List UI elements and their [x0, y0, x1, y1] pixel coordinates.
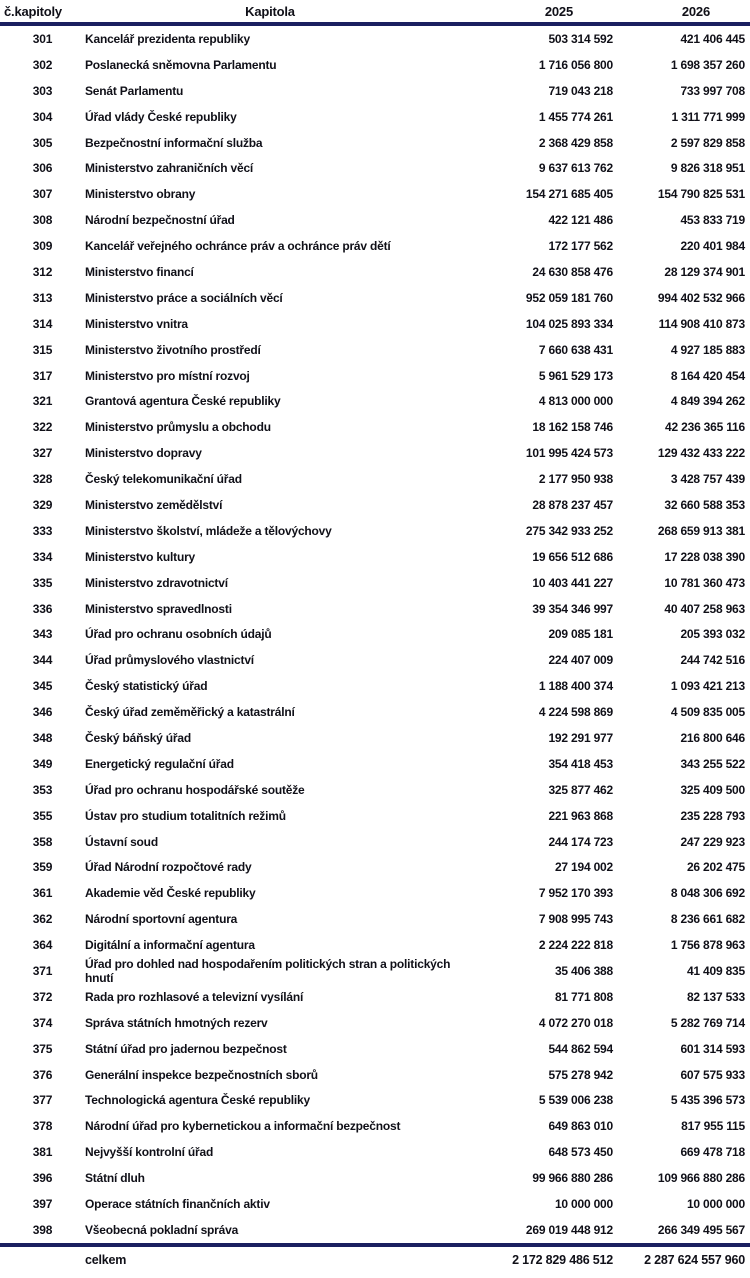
table-row [0, 1088, 750, 1114]
row-chapter-number: 355 [32, 808, 53, 823]
row-value-2026: 28 129 374 901 [664, 264, 745, 279]
table-row [0, 906, 750, 932]
table-row [0, 337, 750, 363]
row-chapter-name: Rada pro rozhlasové a televizní vysílání [85, 989, 304, 1004]
row-chapter-number: 348 [32, 730, 53, 745]
row-chapter-name: Ministerstvo životního prostředí [85, 342, 261, 357]
table-row [0, 829, 750, 855]
row-chapter-number: 346 [32, 705, 53, 720]
row-chapter-name: Úřad průmyslového vlastnictví [85, 653, 254, 668]
row-value-2025: 24 630 858 476 [532, 264, 613, 279]
row-chapter-number: 349 [32, 756, 53, 771]
row-chapter-name: Kancelář prezidenta republiky [85, 31, 250, 46]
row-chapter-name: Úřad pro ochranu osobních údajů [85, 627, 272, 642]
row-chapter-number: 336 [32, 601, 53, 616]
row-chapter-name: Ministerstvo financí [85, 264, 194, 279]
table-row [0, 777, 750, 803]
row-value-2025: 99 966 880 286 [532, 1171, 613, 1186]
row-value-2026: 421 406 445 [680, 31, 745, 46]
row-chapter-name: Ministerstvo zemědělství [85, 497, 223, 512]
row-chapter-number: 303 [32, 83, 53, 98]
total-2026: 2 287 624 557 960 [644, 1252, 745, 1267]
row-chapter-number: 309 [32, 239, 53, 254]
table-row [0, 803, 750, 829]
table-row [0, 78, 750, 104]
table-row [0, 855, 750, 881]
row-value-2026: 154 790 825 531 [657, 187, 745, 202]
row-chapter-number: 371 [32, 964, 53, 978]
header-col-chapter-name: Kapitola [245, 3, 295, 19]
row-value-2025: 503 314 592 [548, 31, 613, 46]
row-chapter-name: Český telekomunikační úřad [85, 472, 242, 487]
row-value-2026: 1 698 357 260 [670, 57, 745, 72]
row-chapter-name: Úřad vlády České republiky [85, 109, 237, 124]
row-chapter-number: 372 [32, 989, 53, 1004]
table-row [0, 1165, 750, 1191]
row-chapter-name: Národní bezpečnostní úřad [85, 213, 235, 228]
row-value-2025: 39 354 346 997 [532, 601, 613, 616]
row-value-2026: 2 597 829 858 [670, 135, 745, 150]
row-value-2025: 2 177 950 938 [538, 472, 613, 487]
row-chapter-name: Technologická agentura České republiky [85, 1093, 310, 1108]
row-value-2025: 9 637 613 762 [538, 161, 613, 176]
row-chapter-name: Digitální a informační agentura [85, 938, 255, 953]
row-chapter-number: 305 [32, 135, 53, 150]
table-row [0, 233, 750, 259]
table-row [0, 544, 750, 570]
row-chapter-number: 398 [32, 1222, 53, 1237]
row-chapter-name: Český báňský úřad [85, 730, 191, 745]
row-value-2026: 42 236 365 116 [665, 420, 745, 435]
table-header-row [0, 0, 750, 22]
table-row [0, 1191, 750, 1217]
table-row [0, 388, 750, 414]
row-value-2026: 205 393 032 [680, 627, 745, 642]
row-value-2026: 4 849 394 262 [670, 394, 745, 409]
row-chapter-number: 344 [32, 653, 53, 668]
row-value-2026: 114 908 410 873 [658, 316, 745, 331]
row-value-2026: 8 164 420 454 [670, 368, 745, 383]
row-value-2026: 5 282 769 714 [670, 1015, 745, 1030]
row-chapter-name: Ústav pro studium totalitních režimů [85, 808, 286, 823]
row-value-2026: 325 409 500 [680, 782, 745, 797]
row-value-2026: 17 228 038 390 [664, 549, 745, 564]
row-chapter-number: 333 [32, 523, 53, 538]
table-row [0, 311, 750, 337]
row-value-2025: 952 059 181 760 [525, 290, 613, 305]
row-chapter-name: Ústavní soud [85, 834, 158, 849]
row-value-2025: 5 539 006 238 [538, 1093, 613, 1108]
table-row [0, 52, 750, 78]
row-chapter-number: 358 [32, 834, 53, 849]
row-value-2025: 28 878 237 457 [532, 497, 613, 512]
row-chapter-name: Ministerstvo spravedlnosti [85, 601, 232, 616]
header-col-chapter-number: č.kapitoly [4, 3, 62, 19]
row-chapter-number: 353 [32, 782, 53, 797]
table-row [0, 699, 750, 725]
row-chapter-number: 328 [32, 472, 53, 487]
row-value-2025: 2 224 222 818 [538, 938, 613, 953]
row-value-2026: 817 955 115 [681, 1119, 745, 1134]
row-chapter-number: 396 [32, 1171, 53, 1186]
row-value-2025: 10 000 000 [554, 1197, 613, 1212]
table-row [0, 932, 750, 958]
table-row [0, 26, 750, 52]
row-value-2025: 35 406 388 [554, 964, 613, 978]
row-chapter-number: 301 [32, 31, 53, 46]
row-value-2025: 104 025 893 334 [525, 316, 613, 331]
row-chapter-name: Úřad pro ochranu hospodářské soutěže [85, 782, 305, 797]
row-chapter-number: 376 [32, 1067, 53, 1082]
row-chapter-number: 313 [32, 290, 53, 305]
row-value-2025: 354 418 453 [548, 756, 613, 771]
row-chapter-name: Akademie věd České republiky [85, 886, 256, 901]
row-chapter-name: Ministerstvo práce a sociálních věcí [85, 290, 283, 305]
row-chapter-name: Český statistický úřad [85, 679, 208, 694]
table-row [0, 363, 750, 389]
row-chapter-name: Nejvyšší kontrolní úřad [85, 1145, 214, 1160]
row-value-2025: 5 961 529 173 [538, 368, 613, 383]
row-value-2026: 109 966 880 286 [657, 1171, 745, 1186]
table-row [0, 596, 750, 622]
table-body [0, 26, 750, 1243]
row-chapter-number: 317 [32, 368, 53, 383]
table-row [0, 958, 750, 984]
row-value-2025: 1 455 774 261 [538, 109, 613, 124]
row-chapter-name: Ministerstvo kultury [85, 549, 196, 564]
row-chapter-name: Národní úřad pro kybernetickou a informační bezpečnost [85, 1119, 401, 1134]
table-row [0, 880, 750, 906]
row-value-2025: 4 813 000 000 [538, 394, 613, 409]
row-chapter-name: Grantová agentura České republiky [85, 394, 281, 409]
row-value-2025: 422 121 486 [548, 213, 613, 228]
table-row [0, 155, 750, 181]
row-chapter-name: Státní úřad pro jadernou bezpečnost [85, 1041, 287, 1056]
row-chapter-number: 364 [32, 938, 53, 953]
table-row [0, 751, 750, 777]
row-value-2025: 325 877 462 [548, 782, 613, 797]
row-chapter-number: 314 [32, 316, 53, 331]
row-chapter-name: Ministerstvo obrany [85, 187, 196, 202]
row-chapter-number: 321 [32, 394, 53, 409]
row-value-2026: 244 742 516 [680, 653, 745, 668]
row-chapter-name: Národní sportovní agentura [85, 912, 238, 927]
row-value-2026: 601 314 593 [680, 1041, 745, 1056]
row-chapter-name: Všeobecná pokladní správa [85, 1222, 239, 1237]
table-row [0, 1036, 750, 1062]
row-value-2026: 268 659 913 381 [657, 523, 745, 538]
row-value-2025: 269 019 448 912 [525, 1222, 613, 1237]
row-chapter-number: 302 [32, 57, 53, 72]
table-row [0, 621, 750, 647]
table-row [0, 570, 750, 596]
total-2025: 2 172 829 486 512 [512, 1252, 613, 1267]
row-chapter-number: 315 [32, 342, 53, 357]
row-value-2026: 4 509 835 005 [670, 705, 745, 720]
row-value-2026: 1 756 878 963 [670, 938, 745, 953]
row-value-2026: 3 428 757 439 [670, 472, 745, 487]
row-value-2025: 2 368 429 858 [538, 135, 613, 150]
total-label: celkem [85, 1252, 127, 1267]
row-value-2026: 1 311 771 999 [671, 109, 745, 124]
row-value-2026: 220 401 984 [680, 239, 745, 254]
row-value-2025: 18 162 158 746 [532, 420, 613, 435]
row-value-2026: 10 000 000 [686, 1197, 745, 1212]
row-value-2025: 172 177 562 [548, 239, 613, 254]
row-chapter-number: 361 [32, 886, 53, 901]
row-chapter-number: 377 [32, 1093, 53, 1108]
row-value-2025: 209 085 181 [548, 627, 613, 642]
row-value-2025: 1 188 400 374 [538, 679, 613, 694]
row-value-2025: 221 963 868 [548, 808, 613, 823]
row-chapter-number: 343 [32, 627, 53, 642]
table-row [0, 130, 750, 156]
row-value-2025: 7 908 995 743 [538, 912, 613, 927]
table-row [0, 104, 750, 130]
row-chapter-number: 381 [32, 1145, 53, 1160]
row-value-2025: 19 656 512 686 [532, 549, 613, 564]
row-value-2026: 733 997 708 [680, 83, 745, 98]
row-value-2026: 32 660 588 353 [664, 497, 745, 512]
row-value-2026: 129 432 433 222 [657, 446, 745, 461]
table-row [0, 466, 750, 492]
row-value-2025: 192 291 977 [548, 730, 613, 745]
row-chapter-number: 378 [32, 1119, 53, 1134]
row-chapter-number: 306 [32, 161, 53, 176]
table-row [0, 440, 750, 466]
row-chapter-name: Český úřad zeměměřický a katastrální [85, 705, 295, 720]
row-value-2026: 216 800 646 [680, 730, 745, 745]
row-value-2025: 575 278 942 [548, 1067, 613, 1082]
row-value-2026: 41 409 835 [686, 964, 745, 978]
table-row [0, 285, 750, 311]
row-value-2025: 7 660 638 431 [538, 342, 613, 357]
table-row [0, 1217, 750, 1243]
table-row [0, 181, 750, 207]
row-chapter-name: Ministerstvo vnitra [85, 316, 188, 331]
row-chapter-name: Kancelář veřejného ochránce práv a ochránce práv dětí [85, 239, 391, 254]
row-value-2026: 247 229 923 [680, 834, 745, 849]
row-value-2025: 1 716 056 800 [538, 57, 613, 72]
row-chapter-name: Správa státních hmotných rezerv [85, 1015, 268, 1030]
table-row [0, 984, 750, 1010]
row-chapter-name: Ministerstvo školství, mládeže a tělovýchovy [85, 523, 332, 538]
row-value-2025: 7 952 170 393 [538, 886, 613, 901]
row-chapter-number: 362 [32, 912, 53, 927]
row-chapter-number: 304 [32, 109, 53, 124]
table-row [0, 414, 750, 440]
row-chapter-name: Bezpečnostní informační služba [85, 135, 263, 150]
row-chapter-name: Státní dluh [85, 1171, 145, 1186]
table-row [0, 647, 750, 673]
row-value-2026: 994 402 532 966 [657, 290, 745, 305]
row-chapter-name: Úřad Národní rozpočtové rady [85, 860, 252, 875]
row-chapter-number: 329 [32, 497, 53, 512]
row-chapter-number: 397 [32, 1197, 53, 1212]
row-chapter-name: Ministerstvo pro místní rozvoj [85, 368, 250, 383]
row-value-2026: 10 781 360 473 [664, 575, 745, 590]
row-value-2026: 8 048 306 692 [670, 886, 745, 901]
row-value-2026: 82 137 533 [686, 989, 745, 1004]
row-value-2026: 235 228 793 [680, 808, 745, 823]
row-value-2025: 4 072 270 018 [538, 1015, 613, 1030]
header-col-2026: 2026 [681, 3, 710, 19]
row-chapter-number: 334 [32, 549, 53, 564]
row-chapter-number: 312 [32, 264, 53, 279]
row-chapter-name: Ministerstvo dopravy [85, 446, 202, 461]
row-value-2025: 101 995 424 573 [525, 446, 613, 461]
table-row [0, 1139, 750, 1165]
row-chapter-number: 374 [32, 1015, 53, 1030]
row-chapter-name: Ministerstvo zdravotnictví [85, 575, 228, 590]
row-chapter-number: 327 [32, 446, 53, 461]
row-value-2026: 607 575 933 [680, 1067, 745, 1082]
table-row [0, 725, 750, 751]
row-chapter-name: Operace státních finančních aktiv [85, 1197, 270, 1212]
table-row [0, 673, 750, 699]
row-chapter-number: 359 [32, 860, 53, 875]
row-value-2025: 648 573 450 [548, 1145, 613, 1160]
row-value-2025: 81 771 808 [554, 989, 613, 1004]
row-value-2026: 9 826 318 951 [670, 161, 745, 176]
row-value-2026: 343 255 522 [680, 756, 745, 771]
table-row [0, 259, 750, 285]
row-chapter-name: Úřad pro dohled nad hospodařením politických stran a politických hnutí [85, 957, 451, 986]
row-chapter-name: Ministerstvo zahraničních věcí [85, 161, 254, 176]
row-value-2025: 4 224 598 869 [538, 705, 613, 720]
header-col-2025: 2025 [544, 3, 573, 19]
row-value-2025: 27 194 002 [554, 860, 613, 875]
row-value-2025: 275 342 933 252 [525, 523, 613, 538]
row-value-2026: 1 093 421 213 [670, 679, 745, 694]
row-chapter-number: 307 [32, 187, 53, 202]
row-chapter-number: 308 [32, 213, 53, 228]
row-chapter-name: Poslanecká sněmovna Parlamentu [85, 57, 277, 72]
row-chapter-name: Generální inspekce bezpečnostních sborů [85, 1067, 318, 1082]
row-value-2025: 244 174 723 [548, 834, 613, 849]
row-value-2026: 8 236 661 682 [670, 912, 745, 927]
row-value-2026: 669 478 718 [680, 1145, 745, 1160]
row-value-2026: 5 435 396 573 [670, 1093, 745, 1108]
row-chapter-number: 345 [32, 679, 53, 694]
row-value-2025: 719 043 218 [548, 83, 613, 98]
table-row [0, 1010, 750, 1036]
row-value-2025: 10 403 441 227 [532, 575, 613, 590]
row-value-2026: 26 202 475 [686, 860, 745, 875]
total-row [0, 1247, 750, 1273]
row-chapter-number: 322 [32, 420, 53, 435]
row-value-2025: 649 863 010 [548, 1119, 613, 1134]
row-chapter-number: 375 [32, 1041, 53, 1056]
row-value-2026: 4 927 185 883 [670, 342, 745, 357]
row-value-2026: 453 833 719 [680, 213, 745, 228]
table-row [0, 1062, 750, 1088]
table-row [0, 492, 750, 518]
row-value-2026: 266 349 495 567 [657, 1222, 745, 1237]
row-chapter-name: Energetický regulační úřad [85, 756, 234, 771]
row-value-2025: 544 862 594 [548, 1041, 613, 1056]
table-row [0, 207, 750, 233]
table-row [0, 1113, 750, 1139]
row-value-2025: 154 271 685 405 [525, 187, 613, 202]
row-value-2025: 224 407 009 [548, 653, 613, 668]
row-chapter-name: Ministerstvo průmyslu a obchodu [85, 420, 271, 435]
row-chapter-name: Senát Parlamentu [85, 83, 184, 98]
row-chapter-number: 335 [32, 575, 53, 590]
row-value-2026: 40 407 258 963 [664, 601, 745, 616]
table-row [0, 518, 750, 544]
